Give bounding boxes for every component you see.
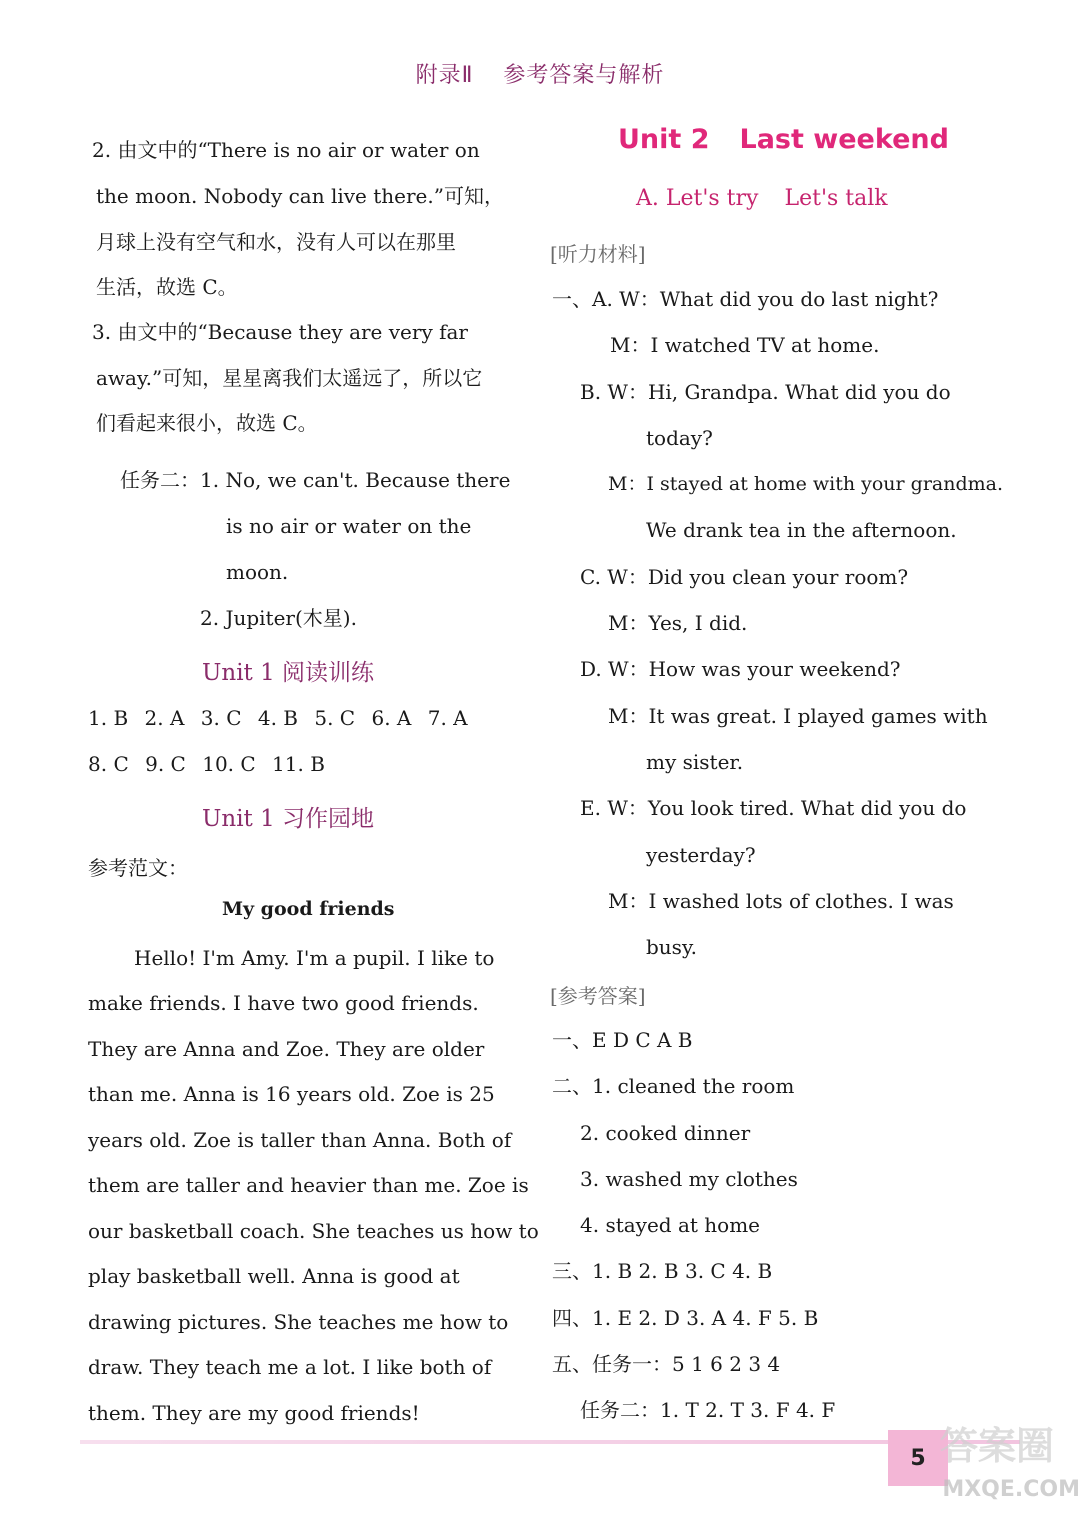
task2-label: 任务二：	[120, 468, 200, 492]
listening-line: B. W：Hi, Grandpa. What did you do	[580, 380, 951, 404]
subtitle-a: A. Let's try	[636, 186, 759, 211]
essay-line: play basketball well. Anna is good at	[88, 1264, 460, 1288]
listening-line: M：It was great. I played games with	[608, 704, 988, 728]
listening-line: M：I washed lots of clothes. I was	[608, 889, 954, 913]
answer-label: [参考答案]	[550, 984, 646, 1008]
listening-line: We drank tea in the afternoon.	[646, 518, 957, 542]
reading-answers-row2	[88, 750, 335, 778]
task2-2: 2. Jupiter(木星).	[200, 606, 357, 630]
unit2-title	[618, 124, 949, 155]
listening-line: D. W：How was your weekend?	[580, 657, 901, 681]
answer-section-2: 3. washed my clothes	[580, 1167, 798, 1191]
listening-line: my sister.	[646, 750, 744, 774]
page-header	[0, 58, 1080, 89]
writing-title: Unit 1 习作园地	[202, 806, 375, 832]
unit2-name: Last weekend	[739, 124, 949, 155]
p3-line2: away.”可知，星星离我们太遥远了，所以它	[96, 366, 483, 390]
reading-answer: 1. B	[88, 706, 129, 730]
essay-line: them are taller and heavier than me. Zoe is	[88, 1173, 529, 1197]
sample-label: 参考范文：	[88, 856, 188, 880]
essay-line: draw. They teach me a lot. I like both of	[88, 1355, 492, 1379]
answer-section-2: 4. stayed at home	[580, 1213, 760, 1237]
reading-answer: 5. C	[314, 706, 356, 730]
reading-answer: 11. B	[272, 752, 325, 776]
listening-line: M：I watched TV at home.	[610, 333, 880, 357]
listening-line: today?	[646, 426, 713, 450]
reading-answer: 2. A	[144, 706, 185, 730]
listening-line: 一、A. W：What did you do last night?	[552, 287, 939, 311]
essay-line: drawing pictures. She teaches me how to	[88, 1310, 509, 1334]
header-appendix: 附录Ⅱ	[415, 63, 474, 88]
essay-line: them. They are my good friends!	[88, 1401, 420, 1425]
task2-1-line3: moon.	[226, 560, 289, 584]
listening-line: M：Yes, I did.	[608, 611, 748, 635]
footer-bar	[80, 1440, 1020, 1444]
p2-line3: 月球上没有空气和水，没有人可以在那里	[96, 230, 456, 254]
listening-line: E. W：You look tired. What did you do	[580, 796, 967, 820]
answer-section-2: 二、1. cleaned the room	[552, 1074, 795, 1098]
reading-answer: 7. A	[427, 706, 468, 730]
reading-answer: 10. C	[202, 752, 256, 776]
answer-section-3: 三、1. B 2. B 3. C 4. B	[552, 1259, 773, 1283]
reading-answer: 3. C	[200, 706, 242, 730]
listening-line: yesterday?	[646, 843, 756, 867]
reading-answer: 9. C	[145, 752, 186, 776]
answer-section-5: 五、任务一：5 1 6 2 3 4	[552, 1352, 781, 1376]
task2-1-line1: 1. No, we can't. Because there	[200, 468, 511, 492]
answer-section-4: 四、1. E 2. D 3. A 4. F 5. B	[552, 1306, 819, 1330]
section-subtitle	[636, 186, 888, 211]
task2-1-line2: is no air or water on the	[226, 514, 472, 538]
p2-line2: the moon. Nobody can live there.”可知，	[96, 184, 504, 208]
reading-answer: 4. B	[257, 706, 298, 730]
answer-section-6: 任务二：1. T 2. T 3. F 4. F	[580, 1398, 836, 1422]
watermark-text: 答案圈	[940, 1424, 1055, 1468]
reading-answer: 8. C	[88, 752, 129, 776]
p2-line4: 生活，故选 C。	[96, 275, 238, 299]
listening-label: [听力材料]	[550, 242, 646, 266]
essay-line: They are Anna and Zoe. They are older	[88, 1037, 485, 1061]
answer-section-2: 2. cooked dinner	[580, 1121, 751, 1145]
answer-section-1: 一、E D C A B	[552, 1028, 693, 1052]
listening-line: busy.	[646, 935, 697, 959]
essay-title: My good friends	[222, 898, 395, 920]
essay-line: our basketball coach. She teaches us how to	[88, 1219, 539, 1243]
listening-line: M：I stayed at home with your grandma.	[608, 473, 1004, 495]
p3-line1: 3. 由文中的“Because they are very far	[92, 320, 468, 344]
listening-line: C. W：Did you clean your room?	[580, 565, 909, 589]
header-title: 参考答案与解析	[503, 63, 665, 88]
page-number: 5	[888, 1430, 948, 1486]
essay-line: than me. Anna is 16 years old. Zoe is 25	[88, 1082, 495, 1106]
reading-title: Unit 1 阅读训练	[202, 660, 375, 686]
p2-line1: 2. 由文中的“There is no air or water on	[92, 138, 480, 162]
unit2-number: Unit 2	[618, 124, 710, 155]
subtitle-b: Let's talk	[784, 186, 888, 211]
p3-line3: 们看起来很小，故选 C。	[96, 411, 318, 435]
watermark-url: MXQE.COM	[942, 1477, 1080, 1502]
essay-line: make friends. I have two good friends.	[88, 991, 479, 1015]
reading-answers-row1	[88, 704, 478, 732]
essay-line: years old. Zoe is taller than Anna. Both of	[88, 1128, 512, 1152]
reading-answer: 6. A	[371, 706, 412, 730]
watermark-logo	[940, 1424, 1080, 1524]
essay-line: Hello! I'm Amy. I'm a pupil. I like to	[134, 946, 495, 970]
